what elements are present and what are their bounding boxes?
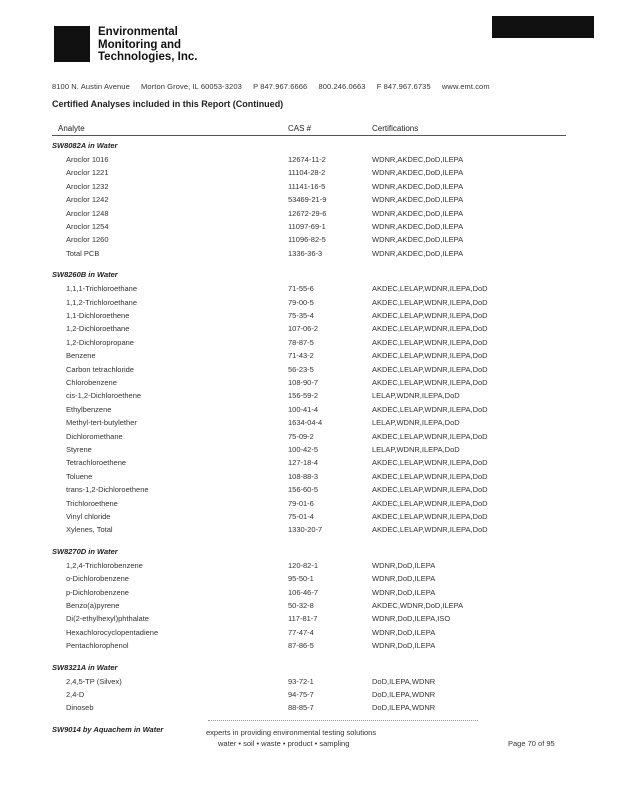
- method-group-heading: SW8321A in Water: [52, 662, 118, 672]
- analyte-cell: p-Dichlorobenzene: [66, 587, 129, 597]
- certifications-cell: AKDEC,LELAP,WDNR,ILEPA,DoD: [372, 378, 488, 387]
- analyte-cell: Chlorobenzene: [66, 378, 117, 387]
- analyte-cell: Ethylbenzene: [66, 404, 112, 414]
- analyte-cell: Aroclor 1248: [66, 208, 109, 218]
- certifications-cell: DoD,ILEPA,WDNR: [372, 676, 436, 686]
- column-header-cas: CAS #: [288, 124, 312, 133]
- certifications-cell: AKDEC,LELAP,WDNR,ILEPA,DoD: [372, 337, 488, 347]
- analyte-cell: Dinoseb: [66, 703, 94, 713]
- cas-cell: 88-85-7: [288, 703, 314, 713]
- certifications-cell: AKDEC,LELAP,WDNR,ILEPA,DoD: [372, 431, 488, 441]
- certifications-cell: WDNR,AKDEC,DoD,ILEPA: [372, 168, 464, 178]
- cas-cell: 50-32-8: [288, 601, 314, 610]
- method-group-heading: SW8270D in Water: [52, 546, 118, 556]
- certifications-cell: WDNR,AKDEC,DoD,ILEPA: [372, 235, 464, 245]
- footer-services: water • soil • waste • product • sampling: [218, 739, 350, 748]
- cas-cell: 11096-82-5: [288, 235, 326, 245]
- cas-cell: 12672-29-6: [288, 208, 327, 218]
- table-row: [52, 512, 572, 525]
- cas-cell: 1634-04-4: [288, 418, 323, 428]
- certifications-cell: AKDEC,WDNR,DoD,ILEPA: [372, 601, 464, 610]
- table-row: [52, 298, 572, 311]
- analyte-cell: 1,2-Dichloropropane: [66, 337, 134, 347]
- analyte-cell: Dichloromethane: [66, 431, 123, 441]
- certifications-cell: AKDEC,LELAP,WDNR,ILEPA,DoD: [372, 498, 488, 508]
- analyte-cell: Aroclor 1254: [66, 222, 109, 231]
- analyte-cell: 1,2-Dichloroethane: [66, 324, 130, 334]
- table-row: [52, 338, 572, 351]
- company-website: www.emt.com: [441, 82, 490, 91]
- table-row: [52, 445, 572, 458]
- certifications-cell: WDNR,DoD,ILEPA,ISO: [372, 614, 451, 624]
- column-header-certifications: Certifications: [372, 124, 419, 133]
- table-row: [52, 614, 572, 627]
- method-group-heading: SW8260B in Water: [52, 270, 118, 280]
- table-row: [52, 168, 572, 181]
- analyte-cell: Aroclor 1242: [66, 195, 109, 205]
- certifications-cell: AKDEC,LELAP,WDNR,ILEPA,DoD: [372, 284, 488, 294]
- table-row: [52, 405, 572, 418]
- table-row: [52, 222, 572, 235]
- analyte-cell: 1,1,1-Trichloroethane: [66, 284, 138, 294]
- analyte-cell: 2,4,5-TP (Silvex): [66, 676, 122, 686]
- analyte-cell: Carbon tetrachloride: [66, 364, 134, 374]
- cas-cell: 79-01-6: [288, 498, 314, 508]
- cas-cell: 11097-69-1: [288, 222, 326, 231]
- table-row: [52, 561, 572, 574]
- analyte-cell: Styrene: [66, 445, 92, 454]
- cas-cell: 53469-21-9: [288, 195, 327, 205]
- analyte-cell: Toluene: [66, 471, 93, 481]
- table-row: [52, 588, 572, 601]
- cas-cell: 108-90-7: [288, 378, 319, 387]
- analyte-cell: 1,2,4-Trichlorobenzene: [66, 560, 143, 570]
- company-contact-line: [52, 82, 499, 91]
- table-row: [52, 365, 572, 378]
- company-city: Morton Grove, IL 60053-3203: [141, 82, 242, 91]
- cas-cell: 79-00-5: [288, 297, 314, 307]
- analyte-cell: Hexachlorocyclopentadiene: [66, 627, 159, 637]
- table-row: [52, 182, 572, 195]
- table-row: [52, 703, 572, 716]
- certifications-cell: WDNR,AKDEC,DoD,ILEPA: [372, 222, 464, 231]
- footer-rule: [208, 720, 478, 721]
- certifications-cell: AKDEC,LELAP,WDNR,ILEPA,DoD: [372, 512, 488, 521]
- certifications-cell: LELAP,WDNR,ILEPA,DoD: [372, 418, 460, 428]
- company-name-line-3: Technologies, Inc.: [98, 51, 198, 63]
- table-row: [52, 418, 572, 431]
- analyte-cell: o-Dichlorobenzene: [66, 574, 129, 584]
- company-logo: [54, 26, 90, 62]
- cas-cell: 12674-11-2: [288, 155, 326, 164]
- table-row: [52, 690, 572, 703]
- certifications-cell: WDNR,AKDEC,DoD,ILEPA: [372, 155, 464, 164]
- analyte-cell: Trichloroethene: [66, 498, 118, 508]
- cas-cell: 1330-20-7: [288, 525, 323, 535]
- table-row: [52, 432, 572, 445]
- cas-cell: 75-09-2: [288, 431, 314, 441]
- analyte-cell: Total PCB: [66, 248, 100, 258]
- cas-cell: 117-81-7: [288, 614, 318, 624]
- analyte-cell: cis-1,2-Dichloroethene: [66, 391, 142, 401]
- table-row: [52, 677, 572, 690]
- cas-cell: 106-46-7: [288, 587, 319, 597]
- analyte-cell: Aroclor 1260: [66, 235, 109, 245]
- cas-cell: 77-47-4: [288, 627, 314, 637]
- analyte-cell: Di(2-ethylhexyl)phthalate: [66, 614, 149, 624]
- page-number: Page 70 of 95: [508, 739, 555, 748]
- certifications-cell: AKDEC,LELAP,WDNR,ILEPA,DoD: [372, 311, 488, 320]
- certifications-cell: DoD,ILEPA,WDNR: [372, 703, 436, 713]
- table-row: [52, 628, 572, 641]
- certifications-cell: WDNR,DoD,ILEPA: [372, 560, 436, 570]
- certifications-cell: LELAP,WDNR,ILEPA,DoD: [372, 391, 460, 401]
- company-fax: F 847.967.6735: [376, 82, 431, 91]
- footer-tagline: experts in providing environmental testing solutions: [206, 728, 377, 737]
- cas-cell: 127-18-4: [288, 458, 319, 468]
- company-name-line-2: Monitoring and: [98, 38, 182, 51]
- table-row: [52, 574, 572, 587]
- certifications-cell: AKDEC,LELAP,WDNR,ILEPA,DoD: [372, 364, 488, 374]
- certifications-cell: LELAP,WDNR,ILEPA,DoD: [372, 445, 460, 454]
- header-rule: [52, 135, 566, 136]
- certifications-cell: WDNR,DoD,ILEPA: [372, 587, 436, 597]
- cas-cell: 156-60-5: [288, 485, 319, 495]
- cas-cell: 71-43-2: [288, 351, 314, 361]
- certifications-cell: WDNR,DoD,ILEPA: [372, 574, 436, 584]
- certifications-cell: WDNR,AKDEC,DoD,ILEPA: [372, 181, 464, 191]
- company-phone: P 847.967.6666: [253, 82, 308, 91]
- cas-cell: 87-86-5: [288, 641, 314, 651]
- analyte-cell: Xylenes, Total: [66, 525, 113, 535]
- certifications-cell: WDNR,AKDEC,DoD,ILEPA: [372, 195, 464, 205]
- cas-cell: 94-75-7: [288, 690, 314, 699]
- certifications-cell: WDNR,AKDEC,DoD,ILEPA: [372, 248, 464, 258]
- analyte-cell: Vinyl chloride: [66, 512, 111, 521]
- cas-cell: 11141-16-5: [288, 181, 326, 191]
- certifications-cell: WDNR,DoD,ILEPA: [372, 641, 436, 651]
- company-toll-free: 800.246.0663: [318, 82, 366, 91]
- table-row: [52, 378, 572, 391]
- company-name-line-1: Environmental: [98, 26, 178, 38]
- cas-cell: 108-88-3: [288, 471, 319, 481]
- certifications-cell: AKDEC,LELAP,WDNR,ILEPA,DoD: [372, 297, 488, 307]
- analyte-cell: Tetrachloroethene: [66, 458, 127, 468]
- cas-cell: 156-59-2: [288, 391, 319, 401]
- certifications-cell: AKDEC,LELAP,WDNR,ILEPA,DoD: [372, 525, 488, 535]
- analyte-cell: Benzo(a)pyrene: [66, 601, 120, 610]
- table-row: [52, 235, 572, 248]
- company-address: 8100 N. Austin Avenue: [52, 82, 130, 91]
- method-group-heading: SW8082A in Water: [52, 141, 118, 150]
- certifications-cell: AKDEC,LELAP,WDNR,ILEPA,DoD: [372, 324, 488, 334]
- table-row: [52, 324, 572, 337]
- cas-cell: 107-06-2: [288, 324, 319, 334]
- cas-cell: 95-50-1: [288, 574, 314, 584]
- table-row: [52, 351, 572, 364]
- cas-cell: 75-01-4: [288, 512, 314, 521]
- certifications-cell: WDNR,AKDEC,DoD,ILEPA: [372, 208, 464, 218]
- cas-cell: 11104-28-2: [288, 168, 326, 178]
- analyte-cell: trans-1,2-Dichloroethene: [66, 485, 149, 495]
- certifications-cell: DoD,ILEPA,WDNR: [372, 690, 436, 699]
- table-row: [52, 641, 572, 654]
- cas-cell: 100-42-5: [288, 445, 319, 454]
- analyte-cell: Aroclor 1221: [66, 168, 109, 178]
- table-row: [52, 525, 572, 538]
- analyte-cell: Aroclor 1016: [66, 155, 109, 164]
- analyte-cell: 1,1-Dichloroethene: [66, 311, 130, 320]
- cas-cell: 56-23-5: [288, 364, 314, 374]
- analyte-cell: Aroclor 1232: [66, 181, 109, 191]
- certifications-cell: AKDEC,LELAP,WDNR,ILEPA,DoD: [372, 404, 488, 414]
- cas-cell: 93-72-1: [288, 676, 314, 686]
- cas-cell: 75-35-4: [288, 311, 314, 320]
- certifications-cell: AKDEC,LELAP,WDNR,ILEPA,DoD: [372, 351, 488, 361]
- redaction-box: [492, 16, 594, 38]
- certifications-cell: AKDEC,LELAP,WDNR,ILEPA,DoD: [372, 471, 488, 481]
- table-row: [52, 249, 572, 262]
- cas-cell: 100-41-4: [288, 404, 319, 414]
- company-name: [98, 26, 197, 64]
- table-row: [52, 391, 572, 404]
- analyte-cell: 2,4-D: [66, 690, 85, 699]
- table-row: [52, 458, 572, 471]
- table-row: [52, 155, 572, 168]
- column-header-analyte: Analyte: [58, 124, 85, 133]
- table-row: [52, 499, 572, 512]
- certifications-cell: WDNR,DoD,ILEPA: [372, 627, 436, 637]
- table-row: [52, 209, 572, 222]
- table-row: [52, 311, 572, 324]
- cas-cell: 120-82-1: [288, 560, 319, 570]
- table-row: [52, 601, 572, 614]
- cas-cell: 1336-36-3: [288, 248, 323, 258]
- table-row: [52, 485, 572, 498]
- table-row: [52, 284, 572, 297]
- table-row: [52, 195, 572, 208]
- analyte-cell: Benzene: [66, 351, 96, 361]
- table-row: [52, 472, 572, 485]
- section-title: Certified Analyses included in this Report (Continued): [52, 99, 284, 109]
- analyte-cell: 1,1,2-Trichloroethane: [66, 297, 138, 307]
- cas-cell: 71-55-6: [288, 284, 314, 294]
- analyte-cell: Methyl-tert-butylether: [66, 418, 137, 428]
- certifications-cell: AKDEC,LELAP,WDNR,ILEPA,DoD: [372, 485, 488, 495]
- analyte-cell: Pentachlorophenol: [66, 641, 129, 651]
- method-group-heading: SW9014 by Aquachem in Water: [52, 724, 164, 734]
- certifications-cell: AKDEC,LELAP,WDNR,ILEPA,DoD: [372, 458, 488, 468]
- cas-cell: 78-87-5: [288, 337, 314, 347]
